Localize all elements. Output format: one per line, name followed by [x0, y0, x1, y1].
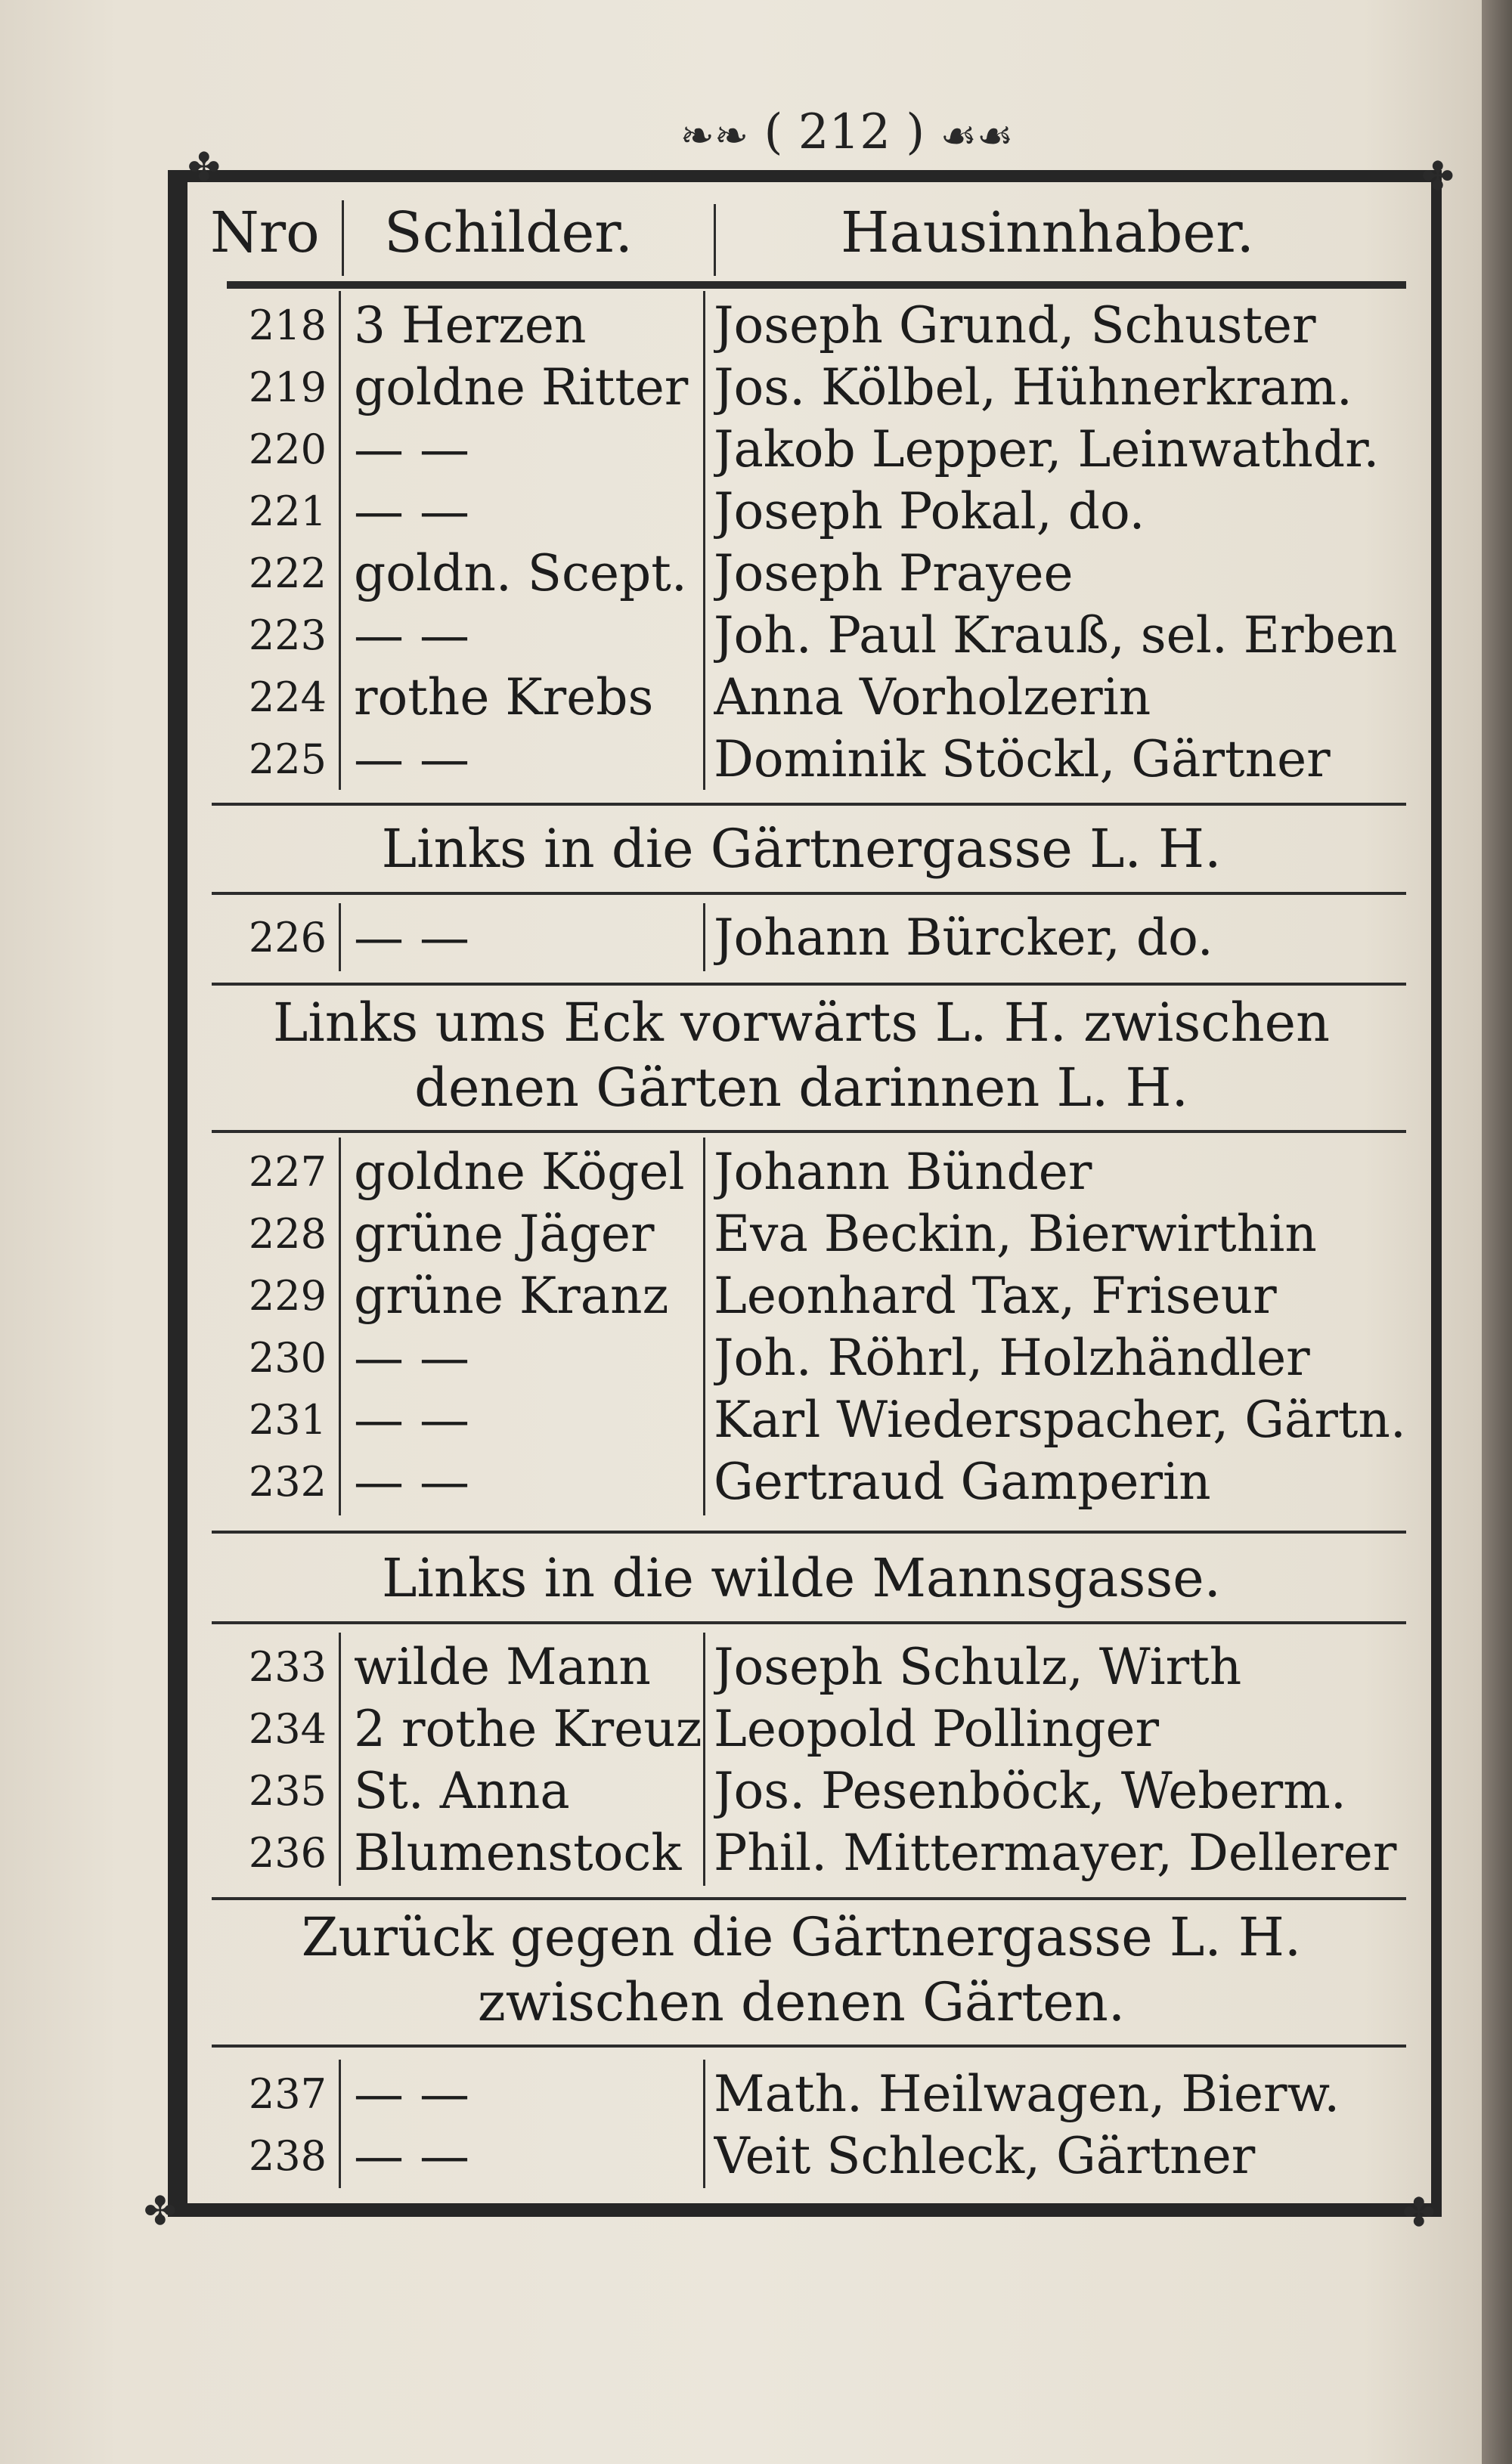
- table-row: [206, 1327, 1415, 1389]
- table-row: [206, 2063, 1415, 2125]
- shop-sign: — —: [354, 1391, 469, 1449]
- house-number: 232: [248, 1458, 327, 1506]
- house-number: 218: [248, 302, 327, 349]
- section-rule: [212, 1621, 1406, 1624]
- house-owner: Jos. Kölbel, Hühnerkram.: [714, 358, 1352, 416]
- corner-ornament-icon: ✤: [1421, 154, 1455, 200]
- page-number: ( 212 ): [764, 104, 925, 160]
- house-number: 236: [248, 1829, 327, 1877]
- left-ornament-icon: ❧❧: [680, 111, 749, 159]
- shop-sign: — —: [354, 606, 469, 664]
- column-header-schilder: Schilder.: [384, 200, 634, 265]
- shop-sign: — —: [354, 730, 469, 788]
- house-number: 223: [248, 611, 327, 659]
- house-owner: Veit Schleck, Gärtner: [714, 2127, 1256, 2185]
- column-headers: [206, 193, 1415, 287]
- table-row: [206, 419, 1415, 481]
- section-rule: [212, 2045, 1406, 2048]
- house-owner: Gertraud Gamperin: [714, 1453, 1211, 1511]
- house-owner: Joh. Röhrl, Holzhändler: [714, 1329, 1310, 1387]
- table-row: [206, 605, 1415, 667]
- house-number: 238: [248, 2132, 327, 2180]
- table-row: [206, 1636, 1415, 1698]
- page-edge-shadow: [1482, 0, 1512, 2464]
- house-owner: Joseph Grund, Schuster: [714, 296, 1316, 354]
- column-divider: [342, 200, 344, 276]
- house-owner: Johann Bürcker, do.: [714, 909, 1213, 967]
- house-owner: Joseph Pokal, do.: [714, 482, 1145, 540]
- block-rule: [212, 983, 1406, 986]
- shop-sign: Blumenstock: [354, 1824, 682, 1882]
- table-row: [206, 1141, 1415, 1203]
- house-number: 237: [248, 2070, 327, 2118]
- section-rule: [212, 892, 1406, 895]
- house-owner: Johann Bünder: [714, 1143, 1092, 1201]
- table-row: [206, 667, 1415, 729]
- house-number: 227: [248, 1148, 327, 1196]
- shop-sign: — —: [354, 420, 469, 478]
- header-rule: [227, 281, 1406, 289]
- house-owner: Eva Beckin, Bierwirthin: [714, 1205, 1317, 1263]
- shop-sign: 3 Herzen: [354, 296, 587, 354]
- table-row: [206, 1698, 1415, 1760]
- house-number: 220: [248, 426, 327, 473]
- house-owner: Leopold Pollinger: [714, 1700, 1160, 1758]
- house-number: 225: [248, 735, 327, 783]
- table-row: [206, 907, 1415, 969]
- house-owner: Dominik Stöckl, Gärtner: [714, 730, 1331, 788]
- table-row: [206, 357, 1415, 419]
- shop-sign: — —: [354, 2065, 469, 2123]
- house-number: 229: [248, 1272, 327, 1320]
- house-owner: Joseph Schulz, Wirth: [714, 1638, 1242, 1696]
- house-number: 228: [248, 1210, 327, 1258]
- column-header-nro: Nro: [210, 200, 320, 265]
- house-number: 226: [248, 914, 327, 961]
- corner-ornament-icon: ✤: [144, 2189, 177, 2234]
- shop-sign: 2 rothe Kreuz: [354, 1700, 702, 1758]
- shop-sign: St. Anna: [354, 1762, 570, 1820]
- section-rule: [212, 1130, 1406, 1133]
- house-owner: Joh. Paul Krauß, sel. Erben: [714, 606, 1398, 664]
- house-owner: Math. Heilwagen, Bierw.: [714, 2065, 1340, 2123]
- shop-sign: rothe Krebs: [354, 668, 654, 726]
- shop-sign: — —: [354, 482, 469, 540]
- corner-ornament-icon: ✤: [1402, 2190, 1436, 2236]
- table-row: [206, 729, 1415, 791]
- house-number: 230: [248, 1334, 327, 1382]
- house-number: 221: [248, 488, 327, 535]
- shop-sign: goldne Kögel: [354, 1143, 685, 1201]
- house-owner: Phil. Mittermayer, Dellerer: [714, 1824, 1397, 1882]
- section-heading: Links in die wilde Mannsgasse.: [382, 1547, 1221, 1609]
- section-heading: Links ums Eck vorwärts L. H. zwischen denen Gärten darinnen L. H.: [272, 992, 1331, 1119]
- shop-sign: grüne Kranz: [354, 1267, 669, 1325]
- block-rule: [212, 1531, 1406, 1534]
- table-row: [206, 2125, 1415, 2187]
- shop-sign: — —: [354, 2127, 469, 2185]
- table-row: [206, 543, 1415, 605]
- house-number: 231: [248, 1396, 327, 1444]
- house-owner: Karl Wiederspacher, Gärtn.: [714, 1391, 1406, 1449]
- shop-sign: wilde Mann: [354, 1638, 651, 1696]
- house-owner: Jos. Pesenböck, Weberm.: [714, 1762, 1346, 1820]
- shop-sign: goldne Ritter: [354, 358, 689, 416]
- table-row: [206, 1760, 1415, 1822]
- house-number: 235: [248, 1767, 327, 1815]
- section-heading: Links in die Gärtnergasse L. H.: [381, 818, 1222, 880]
- table-row: [206, 1203, 1415, 1265]
- house-number: 222: [248, 549, 327, 597]
- house-number: 219: [248, 364, 327, 411]
- shop-sign: goldn. Scept.: [354, 544, 687, 602]
- house-number: 233: [248, 1643, 327, 1691]
- shop-sign: grüne Jäger: [354, 1205, 655, 1263]
- shop-sign: — —: [354, 1453, 469, 1511]
- house-owner: Jakob Lepper, Leinwathdr.: [714, 420, 1380, 478]
- page-header: [559, 91, 1134, 174]
- table-row: [206, 1265, 1415, 1327]
- table-row: [206, 1451, 1415, 1513]
- block-rule: [212, 803, 1406, 806]
- shop-sign: — —: [354, 909, 469, 967]
- corner-ornament-icon: ✤: [187, 145, 221, 190]
- right-ornament-icon: ☙☙: [940, 111, 1014, 159]
- shop-sign: — —: [354, 1329, 469, 1387]
- house-owner: Joseph Prayee: [714, 544, 1074, 602]
- house-number: 224: [248, 673, 327, 721]
- column-header-hausinnhaber: Hausinnhaber.: [841, 200, 1254, 265]
- table-row: [206, 481, 1415, 543]
- block-rule: [212, 1897, 1406, 1900]
- table-row: [206, 1822, 1415, 1884]
- column-divider: [714, 204, 716, 276]
- section-heading: Zurück gegen die Gärtnergasse L. H. zwischen denen Gärten.: [301, 1906, 1302, 2033]
- table-row: [206, 1389, 1415, 1451]
- house-owner: Anna Vorholzerin: [714, 668, 1151, 726]
- house-owner: Leonhard Tax, Friseur: [714, 1267, 1277, 1325]
- house-number: 234: [248, 1705, 327, 1753]
- table-row: [206, 295, 1415, 357]
